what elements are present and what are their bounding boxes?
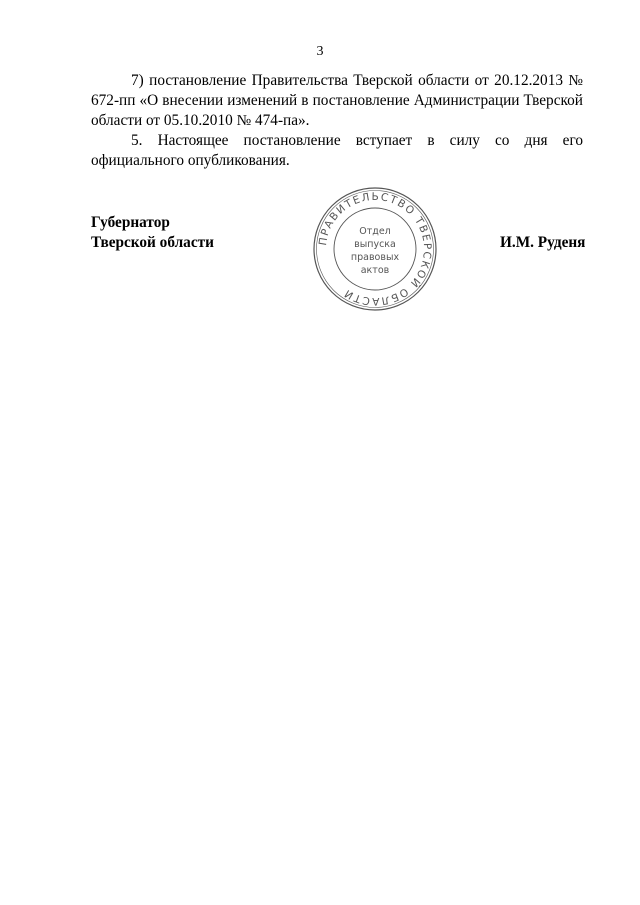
paragraph-item-5: 5. Настоящее постановление вступает в силу со дня его официального опубликования.	[91, 132, 583, 169]
page-number: 3	[316, 44, 324, 59]
signatory-name: И.М. Руденя	[500, 234, 586, 251]
document-body	[91, 71, 583, 171]
signatory-title-line2: Тверской области	[91, 234, 214, 251]
seal-center-line4: актов	[360, 265, 390, 276]
official-seal-stamp	[312, 186, 438, 312]
seal-center-line2: выпуска	[354, 239, 396, 250]
seal-center-line1: Отдел	[359, 226, 391, 237]
seal-ring-text: ПРАВИТЕЛЬСТВО ТВЕРСКОЙ ОБЛАСТИ	[316, 190, 434, 308]
paragraph-item-7: 7) постановление Правительства Тверской области от 20.12.2013 № 672-пп «О внесении изменений в постановление Администрации Тверской области от 05.10.2010 № 474-па».	[91, 72, 583, 129]
signatory-title-line1: Губернатор	[91, 214, 170, 231]
seal-center-line3: правовых	[350, 252, 400, 263]
signatory-title	[91, 213, 214, 253]
